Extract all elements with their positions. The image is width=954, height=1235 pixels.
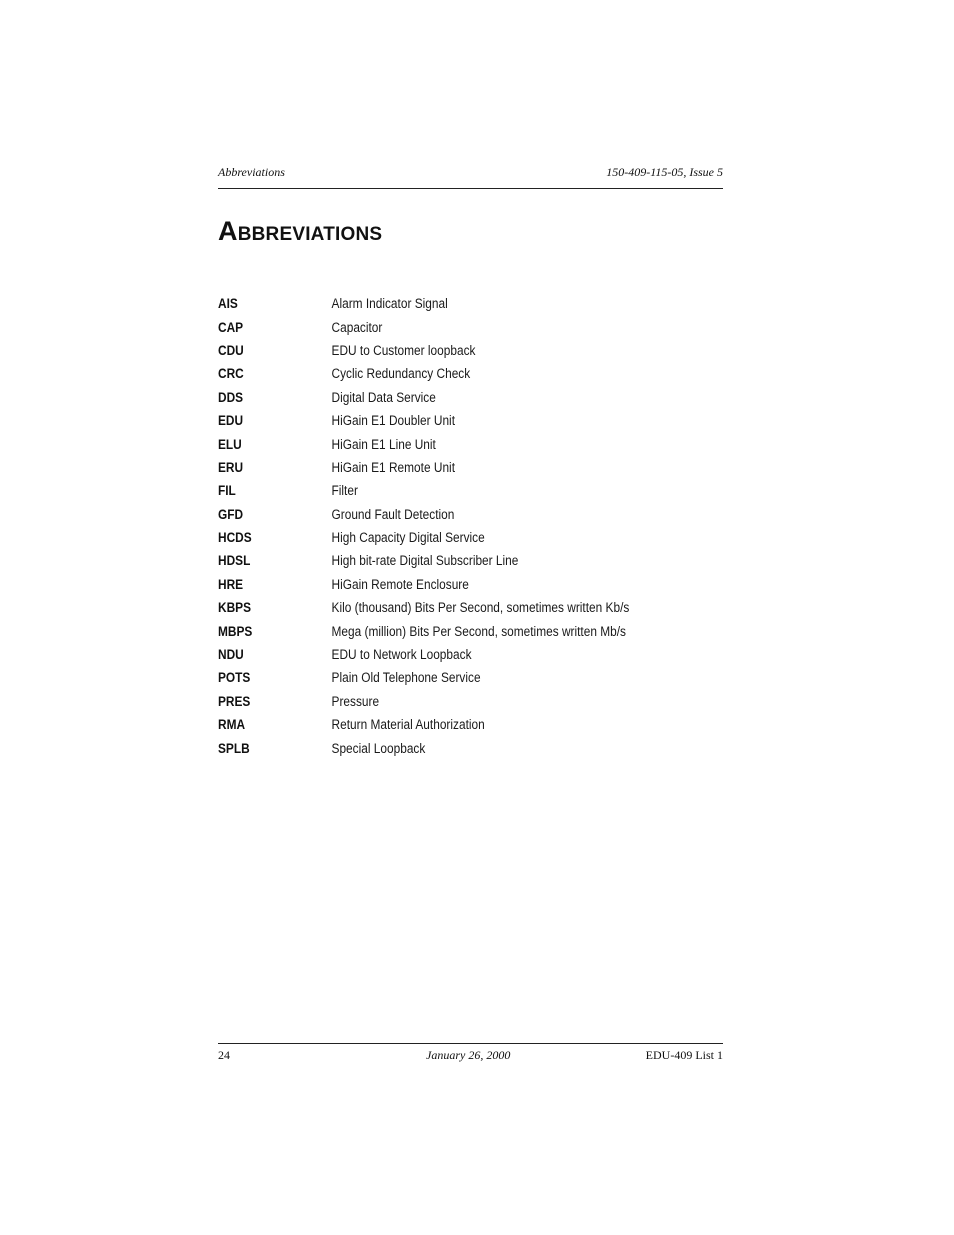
abbreviation-definition: HiGain E1 Doubler Unit [331, 413, 456, 429]
list-item [218, 292, 662, 315]
abbreviation-term: AIS [218, 296, 238, 312]
list-item [218, 573, 662, 596]
abbreviation-definition: HiGain E1 Line Unit [331, 436, 436, 452]
abbreviation-definition: Pressure [331, 693, 380, 709]
list-item [218, 409, 662, 432]
abbreviation-term: CAP [218, 319, 244, 335]
abbreviation-term: EDU [218, 413, 244, 429]
list-item [218, 643, 662, 666]
abbreviation-term: HRE [218, 576, 244, 592]
abbreviation-definition: Alarm Indicator Signal [331, 296, 448, 312]
page-header [218, 162, 723, 189]
list-item [218, 619, 662, 642]
abbreviation-definition: Return Material Authorization [331, 717, 485, 733]
list-item [218, 596, 662, 619]
abbreviation-definition: Ground Fault Detection [331, 506, 455, 522]
list-item [218, 456, 662, 479]
list-item [218, 690, 662, 713]
abbreviation-definition: EDU to Network Loopback [331, 647, 472, 663]
abbreviation-definition: Capacitor [331, 319, 383, 335]
abbreviation-term: DDS [218, 389, 244, 405]
footer-date: January 26, 2000 [426, 1048, 511, 1062]
list-item [218, 339, 662, 362]
list-item [218, 526, 662, 549]
abbreviation-term: KBPS [218, 600, 252, 616]
abbreviation-definition: Filter [331, 483, 358, 499]
abbreviation-definition: Plain Old Telephone Service [331, 670, 481, 686]
list-item [218, 362, 662, 385]
abbreviation-term: RMA [218, 717, 246, 733]
page-footer [218, 1043, 723, 1066]
abbreviation-term: POTS [218, 670, 251, 686]
header-section-title: Abbreviations [218, 165, 285, 179]
abbreviation-term: SPLB [218, 740, 250, 756]
abbreviation-definition: Digital Data Service [331, 389, 436, 405]
abbreviation-term: NDU [218, 647, 244, 663]
abbreviation-term: PRES [218, 693, 251, 709]
abbreviation-definition: Special Loopback [331, 740, 426, 756]
abbreviation-definition: High Capacity Digital Service [331, 530, 485, 546]
abbreviation-list [218, 292, 723, 760]
abbreviation-term: ERU [218, 459, 244, 475]
abbreviation-term: CDU [218, 342, 244, 358]
abbreviation-definition: High bit-rate Digital Subscriber Line [331, 553, 519, 569]
page-title: Abbreviations [218, 216, 383, 246]
footer-page-number: 24 [218, 1048, 230, 1062]
abbreviation-definition: Kilo (thousand) Bits Per Second, sometimes written Kb/s [331, 600, 630, 616]
list-item [218, 736, 662, 759]
list-item [218, 432, 662, 455]
abbreviation-term: HCDS [218, 530, 252, 546]
abbreviation-term: GFD [218, 506, 244, 522]
list-item [218, 386, 662, 409]
abbreviation-definition: HiGain E1 Remote Unit [331, 459, 455, 475]
footer-document: EDU-409 List 1 [645, 1048, 723, 1062]
abbreviation-definition: Mega (million) Bits Per Second, sometimes written Mb/s [331, 623, 626, 639]
abbreviation-term: MBPS [218, 623, 253, 639]
list-item [218, 315, 662, 338]
abbreviation-term: FIL [218, 483, 236, 499]
abbreviation-definition: HiGain Remote Enclosure [331, 576, 469, 592]
header-document-id: 150-409-115-05, Issue 5 [606, 165, 723, 179]
list-item [218, 666, 662, 689]
abbreviation-term: ELU [218, 436, 242, 452]
list-item [218, 503, 662, 526]
abbreviation-term: HDSL [218, 553, 251, 569]
list-item [218, 713, 662, 736]
abbreviation-term: CRC [218, 366, 244, 382]
abbreviation-definition: Cyclic Redundancy Check [331, 366, 471, 382]
list-item [218, 549, 662, 572]
abbreviation-definition: EDU to Customer loopback [331, 342, 476, 358]
list-item [218, 479, 662, 502]
